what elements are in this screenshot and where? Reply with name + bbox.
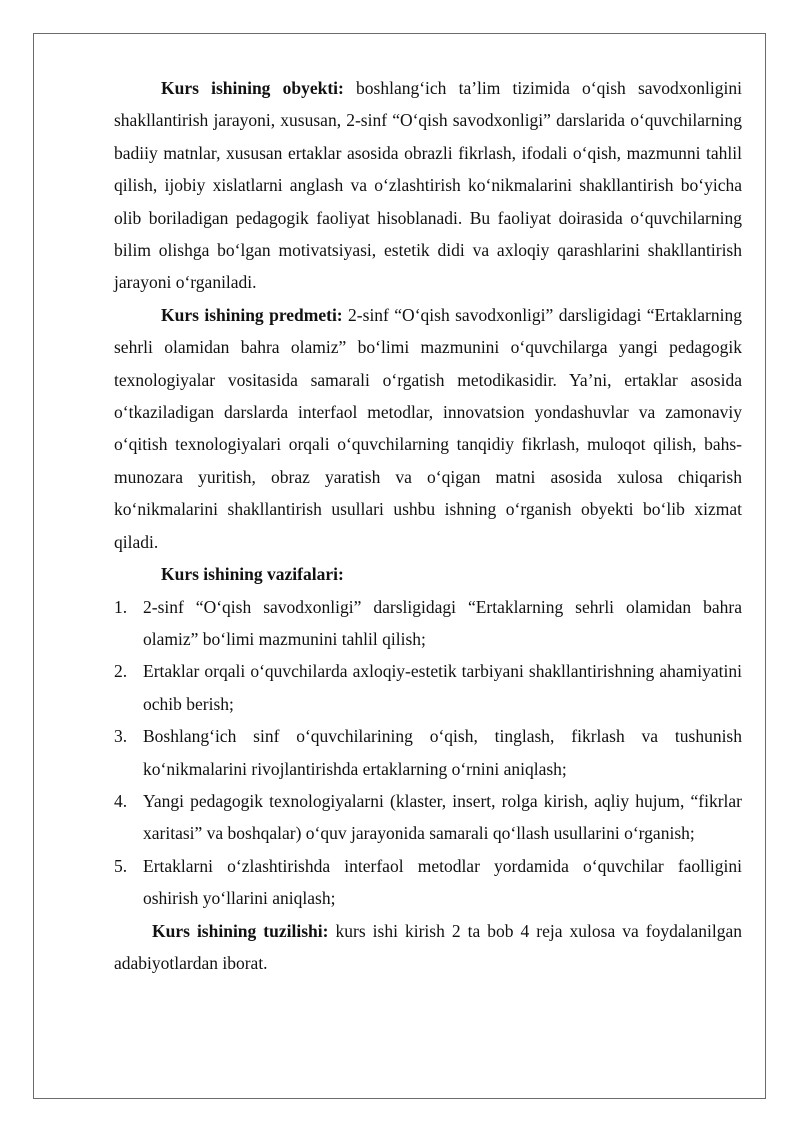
list-item-text: Yangi pedagogik texnologiyalarni (klaster, insert, rolga kirish, aqliy hujum, “fikrlar xaritasi” va boshqalar) o‘quv jarayonida samarali qo‘llash usullarini o‘rganish; <box>143 790 742 844</box>
list-item-text: Ertaklarni o‘zlashtirishda interfaol metodlar yordamida o‘quvchilar faolligini oshirish yo‘llarini aniqlash; <box>143 855 742 909</box>
obyekt-text: boshlang‘ich ta’lim tizimida o‘qish savodxonligini shakllantirish jarayoni, xususan, 2-sinf “O‘qish savodxonligi” darslarida o‘quvchilarning badiiy matnlar, xususan ertaklar asosida obrazli fikrlash, ifodali o‘qish, mazmunni tahlil qilish, ijobiy xislatlarni anglash va o‘zlashtirish ko‘nikmalarini shakllantirish bo‘yicha olib boriladigan pedagogik faoliyat hisoblanadi. Bu faoliyat doirasida o‘quvchilarning bilim olishga bo‘lgan motivatsiyasi, estetik didi va axloqiy qarashlarini shakllantirish jarayoni o‘rganiladi. <box>114 78 742 293</box>
document-body <box>114 72 742 979</box>
list-item-number: 5. <box>114 855 128 876</box>
paragraph-tuzilishi <box>114 915 742 980</box>
predmet-text: 2-sinf “O‘qish savodxonligi” darsligidagi “Ertaklarning sehrli olamidan bahra olamiz” bo‘limi mazmunini o‘quvchilarga yangi pedagogik texnologiyalar vositasida samarali o‘rgatish metodikasidir. Ya’ni, ertaklar asosida o‘tkaziladigan darslarda interfaol metodlar, innovatsion yondashuvlar va zamonaviy o‘qitish texnologiyalari orqali o‘quvchilarning tanqidiy fikrlash, muloqot qilish, bahs-munozara yuritish, obraz yaratish va o‘qigan matni asosida xulosa chiqarish ko‘nikmalarini shakllantirish usullari ushbu ishning o‘rganish obyekti bo‘lib xizmat qiladi. <box>114 304 742 552</box>
tuzilishi-text: kurs ishi kirish 2 ta bob 4 reja xulosa va foydalanilgan adabiyotlardan iborat. <box>114 920 743 973</box>
list-item-text: 2-sinf “O‘qish savodxonligi” darsligidagi “Ertaklarning sehrli olamidan bahra olamiz” bo‘limi mazmunini tahlil qilish; <box>143 596 742 649</box>
list-item-number: 3. <box>114 726 128 747</box>
list-item-number: 1. <box>114 596 128 617</box>
predmet-label: Kurs ishining predmeti: <box>161 304 343 325</box>
list-item <box>114 720 742 785</box>
list-item-text: Ertaklar orqali o‘quvchilarda axloqiy-estetik tarbiyani shakllantirishning ahamiyatini ochib berish; <box>143 661 742 714</box>
paragraph-obyekt <box>114 72 742 299</box>
list-item <box>114 591 742 656</box>
list-item-number: 4. <box>114 790 128 811</box>
tasks-list <box>114 591 742 915</box>
list-item-text: Boshlang‘ich sinf o‘quvchilarining o‘qish, tinglash, fikrlash va tushunish ko‘nikmalarini rivojlantirishda ertaklarning o‘rnini aniqlash; <box>143 726 742 779</box>
paragraph-vazifalar <box>114 558 742 590</box>
list-item <box>114 785 742 850</box>
list-item <box>114 850 742 915</box>
tuzilishi-label: Kurs ishining tuzilishi: <box>152 920 329 941</box>
obyekt-label: Kurs ishining obyekti: <box>161 78 344 98</box>
vazifalar-label: Kurs ishining vazifalari: <box>161 564 344 585</box>
list-item <box>114 655 742 720</box>
list-item-number: 2. <box>114 661 128 682</box>
paragraph-predmet <box>114 299 742 558</box>
